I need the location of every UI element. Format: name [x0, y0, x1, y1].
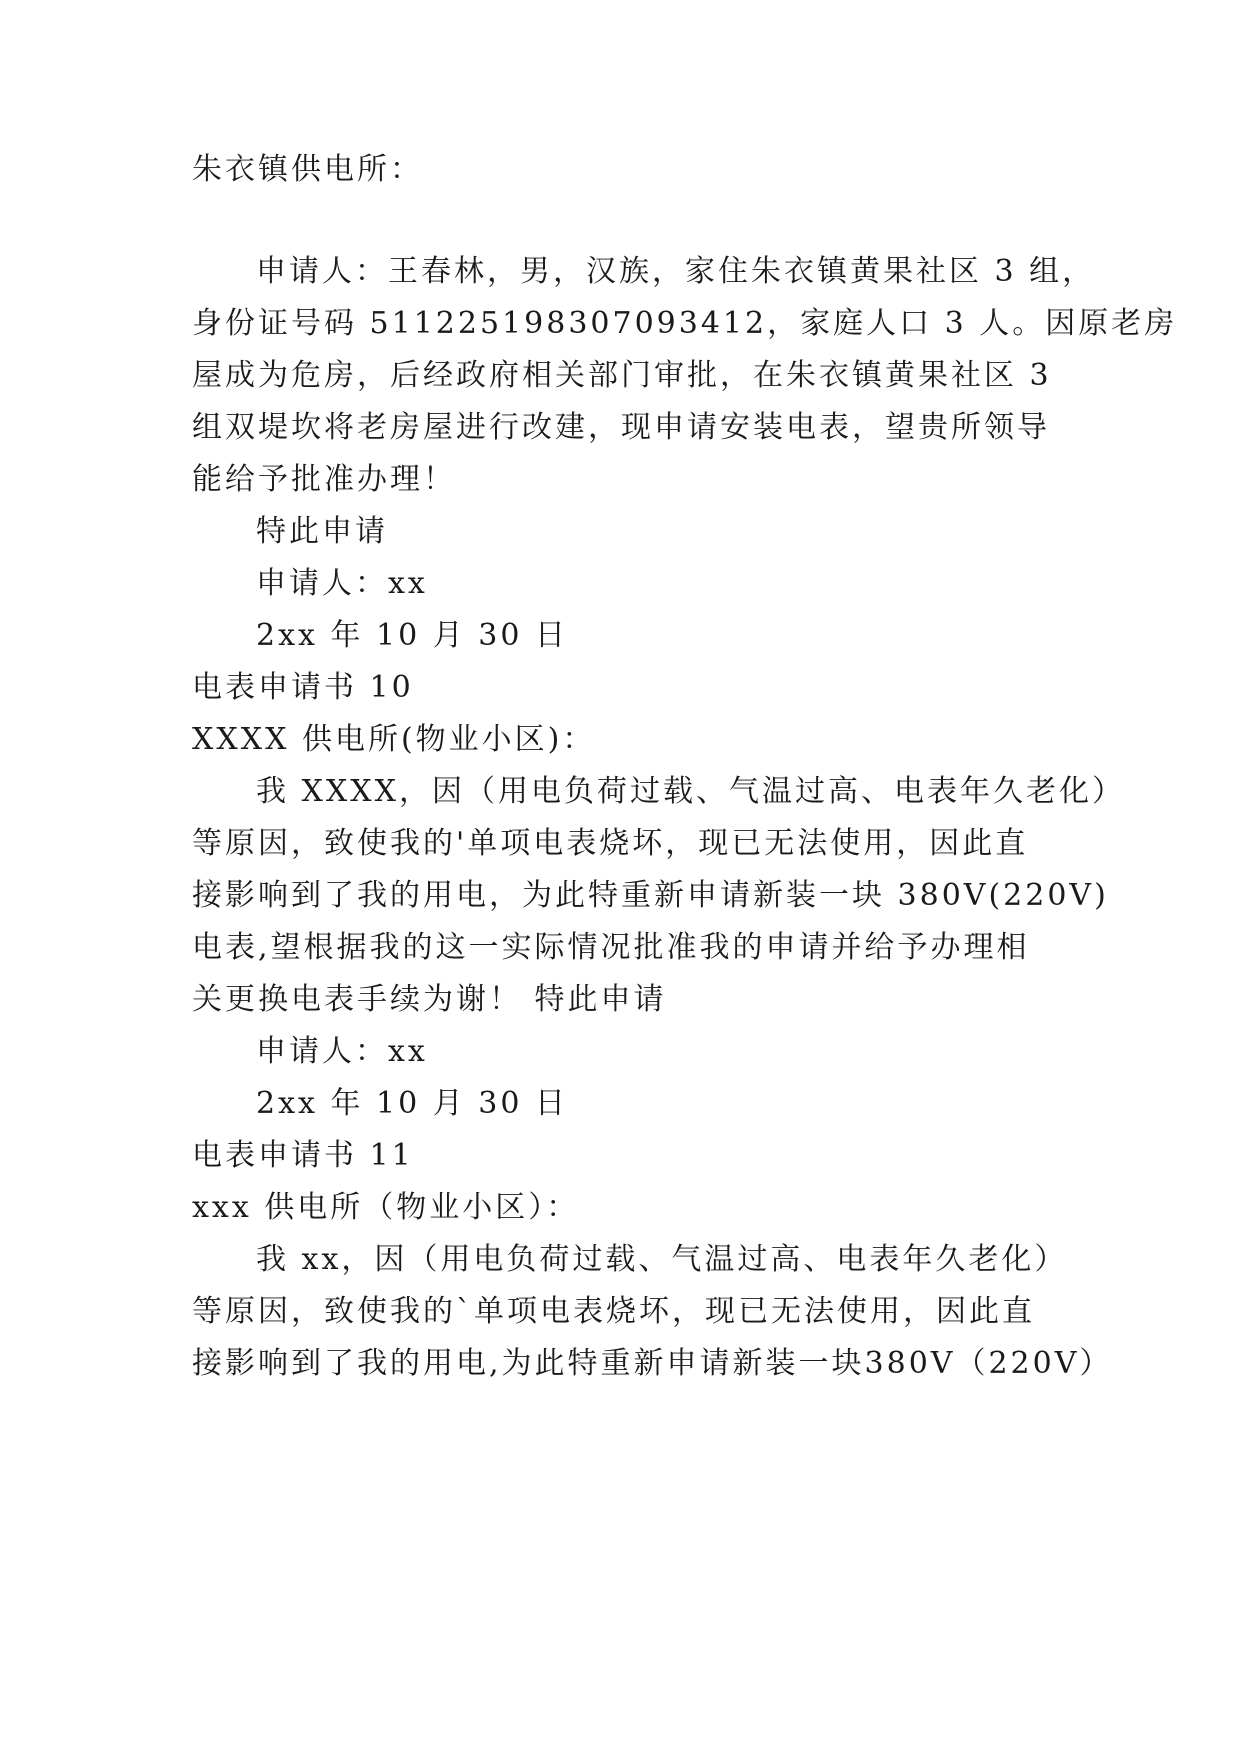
- paragraph-line: 关更换电表手续为谢！ 特此申请: [192, 982, 667, 1017]
- section-title: 电表申请书 11: [192, 1138, 414, 1173]
- date-line: 2xx 年 10 月 30 日: [256, 1086, 568, 1121]
- paragraph-line: 屋成为危房，后经政府相关部门审批，在朱衣镇黄果社区 3: [192, 358, 1052, 393]
- salutation: XXXX 供电所(物业小区)：: [192, 722, 596, 757]
- paragraph-line: 等原因，致使我的'单项电表烧坏，现已无法使用，因此直: [192, 826, 1029, 861]
- date-line: 2xx 年 10 月 30 日: [256, 618, 568, 653]
- paragraph-line: 等原因，致使我的`单项电表烧坏，现已无法使用，因此直: [192, 1294, 1035, 1329]
- paragraph-line: 接影响到了我的用电,为此特重新申请新装一块380V（220V）: [192, 1346, 1113, 1381]
- paragraph-line: 身份证号码 511225198307093412，家庭人口 3 人。因原老房: [192, 306, 1178, 341]
- applicant-signature: 申请人：xx: [256, 566, 428, 601]
- applicant-signature: 申请人：xx: [256, 1034, 428, 1069]
- closing-line: 特此申请: [256, 514, 388, 549]
- paragraph-line: 申请人：王春林，男，汉族，家住朱衣镇黄果社区 3 组，: [256, 254, 1096, 289]
- salutation: 朱衣镇供电所：: [192, 152, 423, 187]
- section-title: 电表申请书 10: [192, 670, 414, 705]
- paragraph-line: 接影响到了我的用电，为此特重新申请新装一块 380V(220V): [192, 878, 1109, 913]
- paragraph-line: 组双堤坎将老房屋进行改建，现申请安装电表，望贵所领导: [192, 410, 1050, 445]
- paragraph-line: 我 XXXX，因（用电负荷过载、气温过高、电表年久老化）: [256, 774, 1125, 809]
- salutation: xxx 供电所（物业小区）：: [192, 1190, 580, 1225]
- paragraph-line: 电表,望根据我的这一实际情况批准我的申请并给予办理相: [192, 930, 1030, 965]
- paragraph-line: 能给予批准办理！: [192, 462, 456, 497]
- paragraph-line: 我 xx，因（用电负荷过载、气温过高、电表年久老化）: [256, 1242, 1068, 1277]
